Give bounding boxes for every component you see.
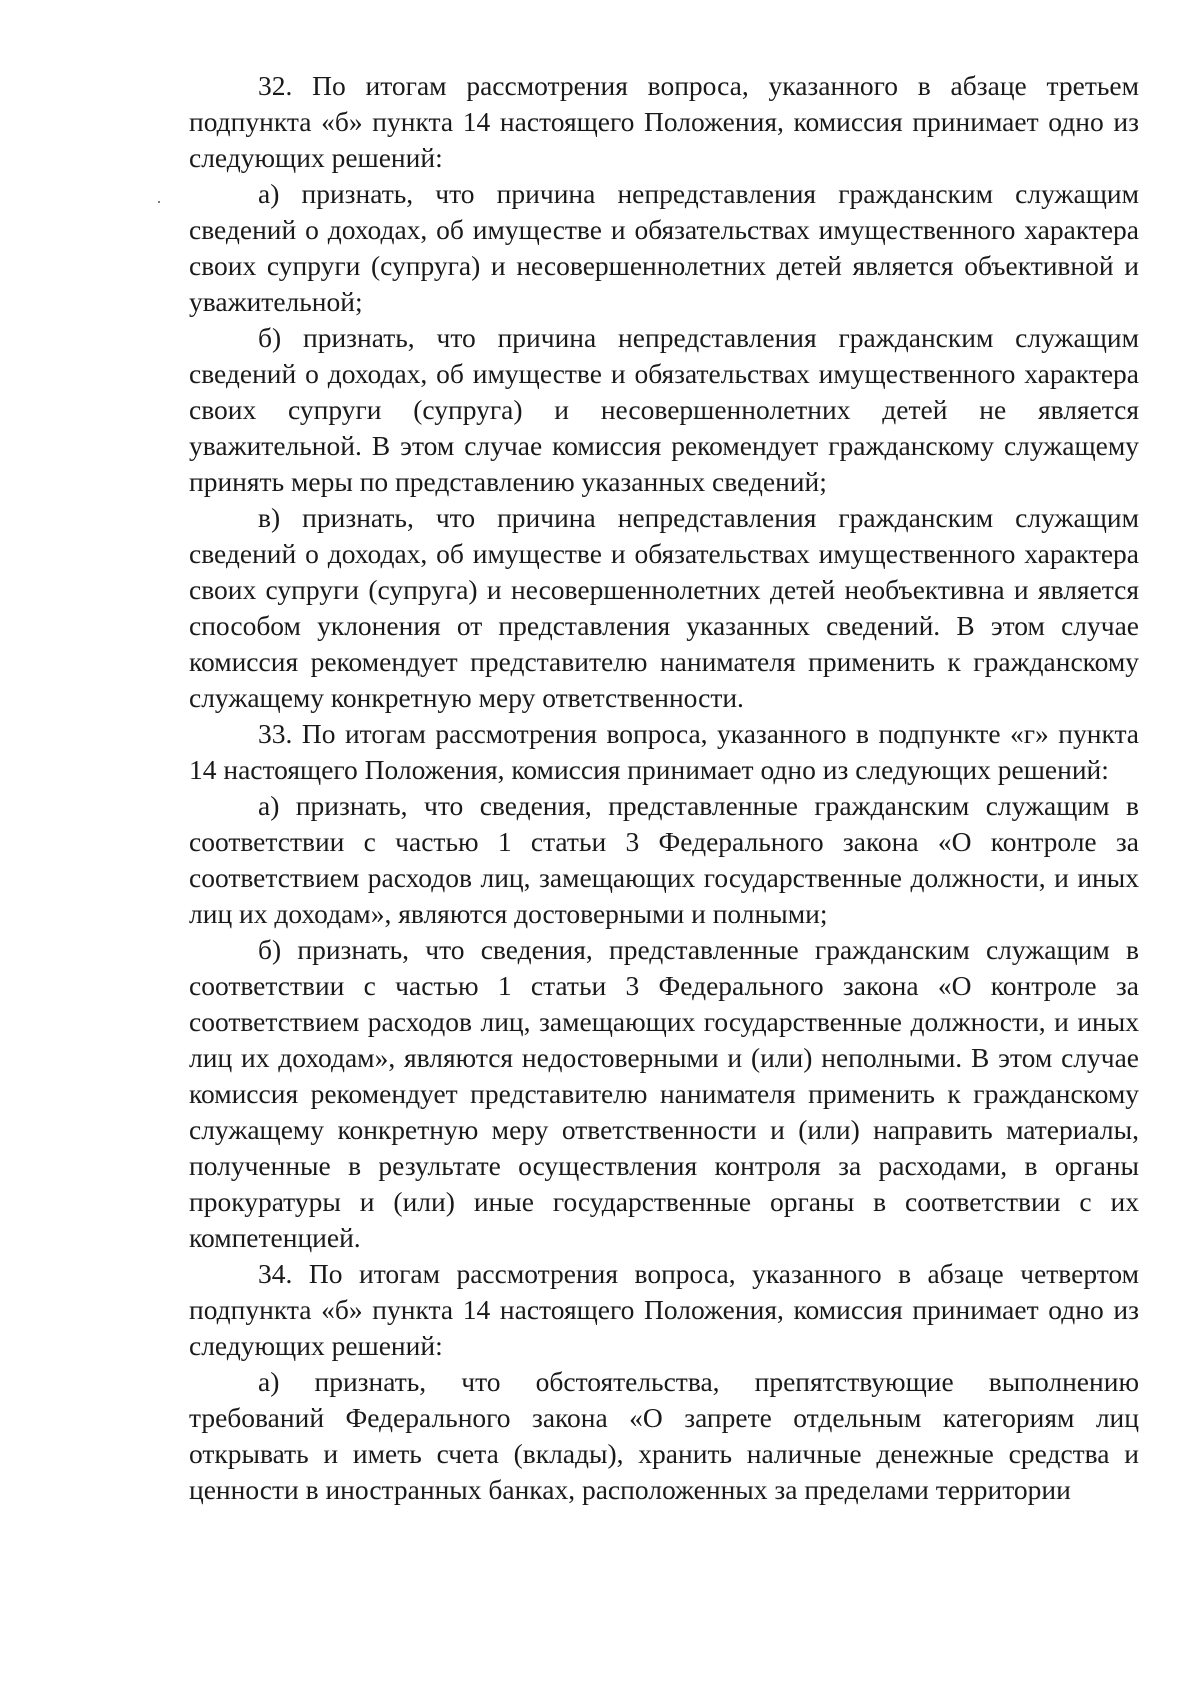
paragraph-33-b: б) признать, что сведения, представленные гражданским служащим в соответствии с частью 1 статьи 3 Федерального закона «О контроле за соответствием расходов лиц, замещающих государственные должности, и иных лиц их доходам», являются недостоверными и (или) неполными. В этом случае комиссия рекомендует представителю нанимателя применить к гражданскому служащему конкретную меру ответственности и (или) направить материалы, полученные в результате осуществления контроля за расходами, в органы прокуратуры и (или) иные государственные органы в соответствии с их компетенцией. <box>189 934 1139 1253</box>
paragraph-32: 32. По итогам рассмотрения вопроса, указанного в абзаце третьем подпункта «б» пункта 14 настоящего Положения, комиссия принимает одно из следующих решений: <box>189 70 1139 173</box>
paragraph-33-a: а) признать, что сведения, представленные гражданским служащим в соответствии с частью 1 статьи 3 Федерального закона «О контроле за соответствием расходов лиц, замещающих государственные должности, и иных лиц их доходам», являются достоверными и полными; <box>189 790 1139 929</box>
paragraph-32-a: а) признать, что причина непредставления гражданским служащим сведений о доходах, об имуществе и обязательствах имущественного характера своих супруги (супруга) и несовершеннолетних детей является объективной и уважительной; <box>189 178 1139 317</box>
paragraph-32-b: б) признать, что причина непредставления гражданским служащим сведений о доходах, об имуществе и обязательствах имущественного характера своих супруги (супруга) и несовершеннолетних детей не является уважительной. В этом случае комиссия рекомендует гражданскому служащему принять меры по представлению указанных сведений; <box>189 322 1139 497</box>
paragraph-34: 34. По итогам рассмотрения вопроса, указанного в абзаце четвертом подпункта «б» пункта 14 настоящего Положения, комиссия принимает одно из следующих решений: <box>189 1258 1139 1361</box>
paragraph-34-a: а) признать, что обстоятельства, препятствующие выполнению требований Федерального закона «О запрете отдельным категориям лиц открывать и иметь счета (вклады), хранить наличные денежные средства и ценности в иностранных банках, расположенных за пределами территории <box>189 1366 1139 1505</box>
scan-artifact <box>158 201 160 203</box>
paragraph-33: 33. По итогам рассмотрения вопроса, указанного в подпункте «г» пункта 14 настоящего Положения, комиссия принимает одно из следующих решений: <box>189 718 1139 785</box>
paragraph-32-v: в) признать, что причина непредставления гражданским служащим сведений о доходах, об имуществе и обязательствах имущественного характера своих супруги (супруга) и несовершеннолетних детей необъективна и является способом уклонения от представления указанных сведений. В этом случае комиссия рекомендует представителю нанимателя применить к гражданскому служащему конкретную меру ответственности. <box>189 502 1139 713</box>
document-body <box>189 68 1139 1508</box>
